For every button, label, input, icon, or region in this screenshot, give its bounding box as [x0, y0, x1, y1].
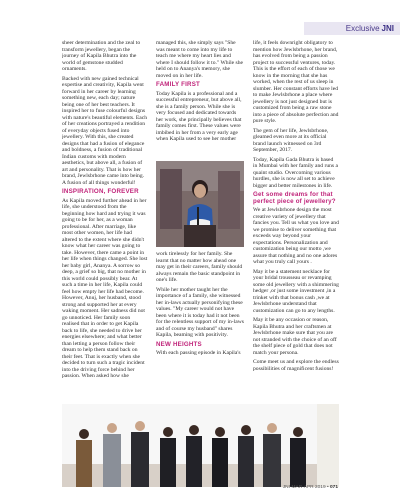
col3-paragraph-6: May it be any occasion or reason, Kapila Bhutra and her craftsmen at Jewlsbrhone make sure that you are not stranded with the choice of an off the shelf piece of gold that does not match your persona. [253, 317, 337, 356]
page-folio [283, 485, 338, 490]
section-tag [304, 22, 400, 35]
col3-heading: Get some dreams for that perfect piece of jewellery? [253, 191, 336, 205]
col3-paragraph-2: The gem of her life, Jewlsbrhone, gleamed even more at its official brand launch witnessed on 3rd September, 2017. [253, 127, 329, 153]
col2-paragraph-1: managed this, she simply says "She was meant to come into my life to teach me where my heart lies and where I should follow it to." While she held on to Ananya's memory, she moved on in her life. [156, 40, 244, 79]
col1-heading: INSPIRATION, FOREVER [62, 188, 139, 195]
column-1 [62, 40, 148, 402]
col3-paragraph-3: Today, Kapila Gada Bhutra is based in Mumbai with her family and runs a quaint studio. Overcoming various hurdles, she is now all set to achieve bigger and better milestones in life. [253, 156, 338, 189]
col2-paragraph-3: work tirelessly for her family. She learnt that no matter how ahead one may get in their careers, family should always remain the basic standpoint in one's life. [156, 251, 243, 283]
col3-paragraph-4: We at Jewlsbrhone design the most creative variety of jewellery that fancies you. Tell us what you love and we promise to deliver something that exceeds way beyond your expectations. Personalization and customization being our motto ,we assure that nothing and no one adores what you truly call yours . [253, 207, 339, 265]
col3-paragraph-1: life, it feels downright obligatory to mention how Jewlsbrhone, her brand, has evolved from being a passion project to successful ventures, today. This is the effort of each of those we know in the morning that she has worked, when the rest of us sleep in slumber. Her constant efforts have led to make Jewlsbrhone a place where jewellery is not just designed but is customized from being a raw stone into a piece of absolute perfection and pure style. [253, 40, 339, 124]
column-3 [253, 40, 339, 402]
speaker-photo [156, 161, 244, 247]
section-tag-brand: JNI [381, 24, 394, 33]
col2-paragraph-2: Today Kapila is a professional and a successful entrepreneur, but above all, she is a family person. While she is very focused and dedicated towards her work, she principally believes that family comes first. These values were imbibed in her from a very early age when Kapila used to see her mother [156, 90, 242, 142]
col1-paragraph-2: Backed with new gained technical expertise and creativity, Kapila went forward in her career by learning something new, each day; nature being one of her best teachers. It inspired her to fuse colourful designs with nature's beautiful elements. Each of her creations portrayed a rendition of everyday objects fused into jewellery. With this, she created designs that had a fusion of elegance and boldness, a fusion of traditional Indian customs with modern aesthetics, but above all, a fusion of art and personality. That is how her brand, Jewlsbrhone came into being. A fusion of all things wonderful! [62, 75, 148, 186]
page-number: 071 [329, 485, 338, 490]
col2-heading: FAMILY FIRST [156, 81, 200, 88]
col1-paragraph-1: sheer determination and the zeal to transform jewellery, began the journey of Kapila Bhutra into the world of gemstone studded ornaments. [62, 40, 141, 72]
col1-paragraph-3: As Kapila moved further ahead in her life, she understood from the beginning how hard and trying it was going to be for her, as a woman professional. After marriage, like most other women, her life had altered to the extent where she didn't know what her career was going to take. However, there came a point in her life when things changed. She lost her baby girl, Ananya. A sorrow so deep, a grief so big, that no mother in this world could possibly bear. At such a time in her life, Kapila could feel how empty her life had become. However, Anuj, her husband, stood strong and supported her at every waking moment. Her sadness did not go unnoticed. Her family soon realised that in order to get Kapila back to life, she needed to drive her energies elsewhere; and what better than letting a person follow their dream to help them stand back on their feet. That is exactly when she decided to turn such a tragic incident into the driving force behind her passion. When asked how she [62, 197, 148, 379]
speaker-illustration [156, 161, 244, 247]
group-photo [62, 404, 339, 487]
column-2-top [156, 40, 244, 158]
group-illustration [62, 404, 339, 487]
col3-paragraph-7: Come meet us and explore the endless possibilities of magnificent fusions! [253, 359, 339, 372]
section-tag-label: Exclusive [345, 24, 380, 33]
col3-paragraph-5: May it be a statement necklace for your bridal trousseau or revamping some old jewellery with a shimmering hedger ,or just some investment ,in a trinket with that bonus cash ,we at Jewlsbrhone understand that customization can go to any lengths. [253, 268, 339, 314]
col2-heading-2: NEW HEIGHTS [156, 340, 202, 348]
col2-paragraph-5: With each passing episode in Kapila's [156, 350, 241, 356]
col2-paragraph-4: While her mother taught her the importance of a family, she witnessed her in-laws actually personifying these values. "My career would not have been where it is today had it not been for the relentless support of my in-laws and of course my husband" shares Kapila, beaming with positivity. [156, 286, 244, 338]
column-2-bottom [156, 251, 244, 403]
issue-label: JNI-MAR-APR 2019 • [282, 485, 329, 490]
